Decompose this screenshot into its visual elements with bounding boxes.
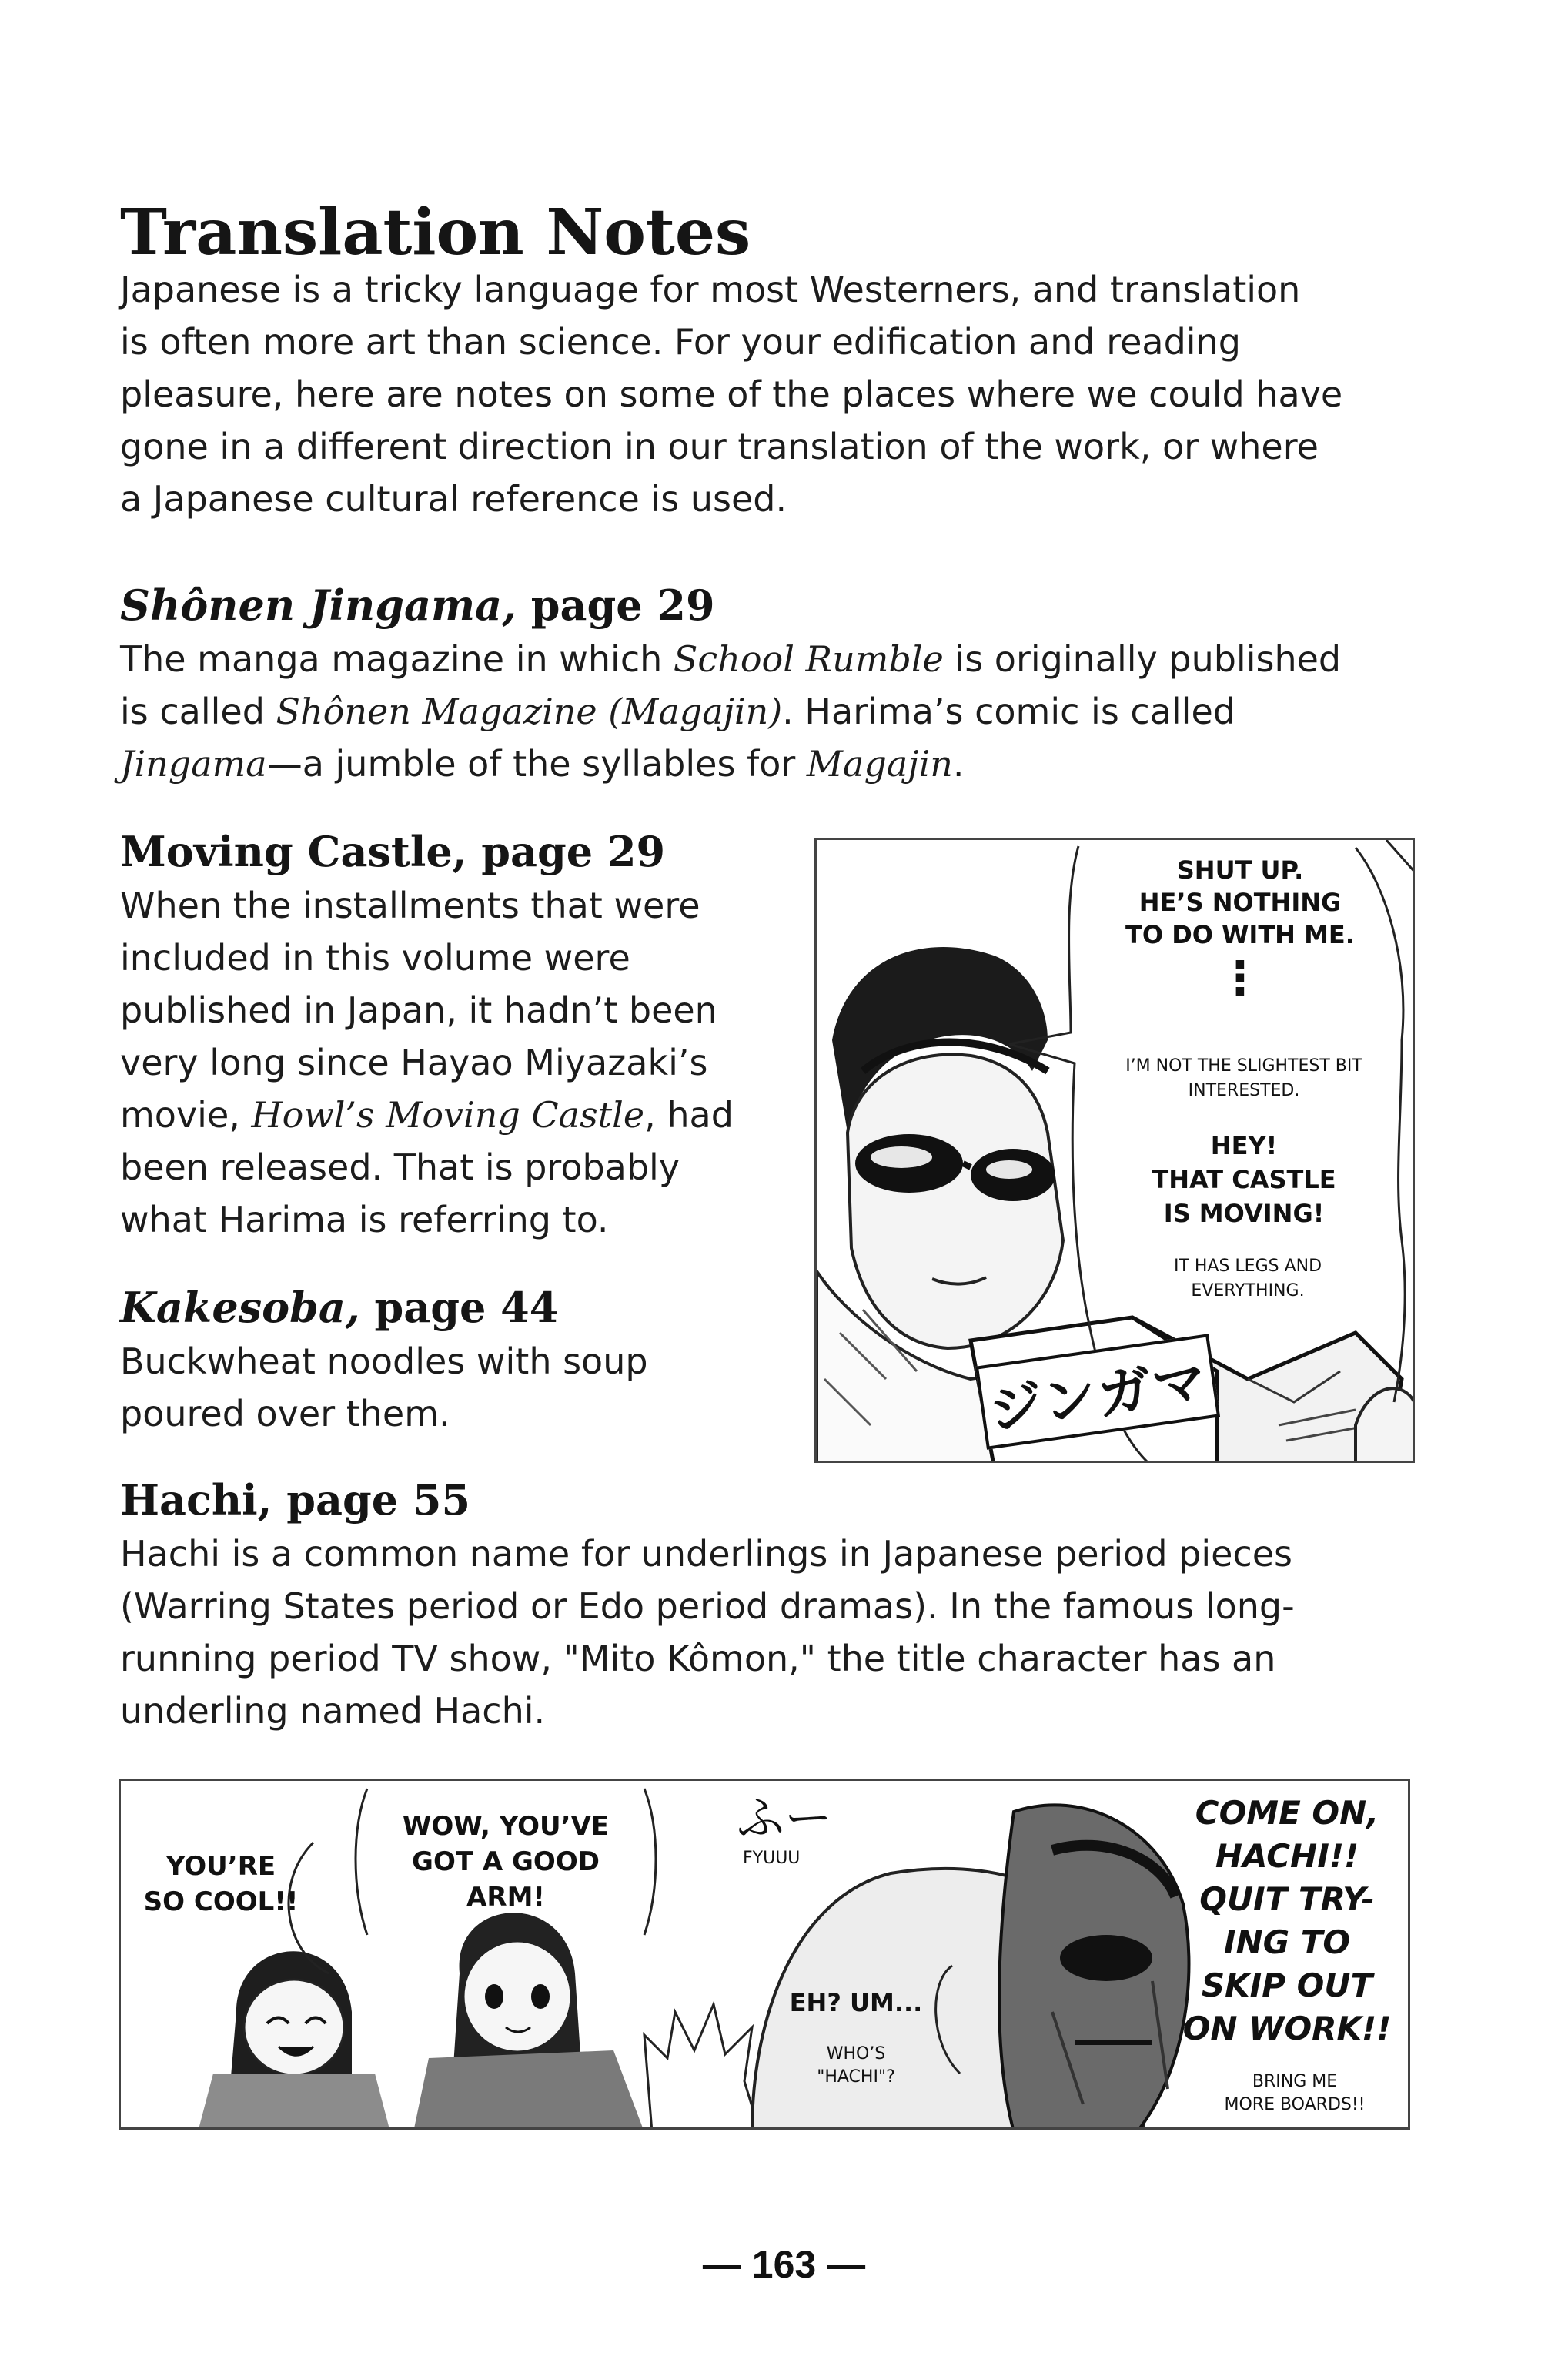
note-line: movie, Howl’s Moving Castle, had: [120, 1094, 734, 1136]
note-line: When the installments that were: [120, 885, 700, 926]
speech-bubble-good-arm: WOW, YOU’VE GOT A GOOD ARM!: [402, 1811, 610, 1913]
speech-bubble-castle-moving: HEY! THAT CASTLE IS MOVING!: [1152, 1131, 1336, 1228]
note-line: Buckwheat noodles with soup: [120, 1341, 648, 1382]
note-heading-kakesoba: [120, 1281, 558, 1334]
sound-effect-fyuuu: ふー: [737, 1790, 833, 1846]
intro-line: gone in a different direction in our translation of the work, or where: [120, 426, 1319, 467]
note-heading-hachi: Hachi, page 55: [120, 1475, 471, 1525]
note-line: Jingama—a jumble of the syllables for Magajin.: [120, 743, 965, 785]
note-line: underling named Hachi.: [120, 1690, 546, 1732]
whisper-more-boards: BRING ME MORE BOARDS!!: [1224, 2072, 1366, 2114]
note-line: is called Shônen Magazine (Magajin). Harima’s comic is called: [120, 691, 1235, 732]
note-line: The manga magazine in which School Rumble is originally published: [120, 638, 1342, 680]
whisper-legs: IT HAS LEGS AND EVERYTHING.: [1173, 1257, 1322, 1300]
intro-line: is often more art than science. For your edification and reading: [120, 321, 1241, 363]
note-body-castle: [120, 879, 797, 1246]
page-number: — 163 —: [702, 2243, 866, 2286]
note-line: running period TV show, "Mito Kômon," the title character has an: [120, 1638, 1276, 1679]
note-body-kakesoba: [120, 1335, 797, 1440]
note-line: included in this volume were: [120, 937, 630, 979]
note-heading-rest: page 44: [359, 1283, 559, 1332]
note-line: (Warring States period or Edo period dramas). In the famous long-: [120, 1585, 1295, 1627]
note-heading-italic: Shônen Jingama,: [120, 581, 517, 630]
note-heading-italic: Kakesoba,: [120, 1283, 360, 1332]
speech-bubble-so-cool: YOU’RE SO COOL!!: [143, 1851, 299, 1917]
speech-bubble-shut-up: SHUT UP. HE’S NOTHING TO DO WITH ME.: [1125, 855, 1355, 949]
intro-line: pleasure, here are notes on some of the places where we could have: [120, 373, 1343, 415]
manga-panel-castle: [814, 838, 1415, 1463]
intro-paragraph: [120, 263, 1475, 525]
speech-bubble-eh-um: EH? UM...: [789, 1988, 923, 2017]
intro-line: Japanese is a tricky language for most Westerners, and translation: [120, 269, 1301, 310]
note-line: what Harima is referring to.: [120, 1199, 609, 1240]
note-line: Hachi is a common name for underlings in Japanese period pieces: [120, 1533, 1292, 1575]
note-line: very long since Hayao Miyazaki’s: [120, 1042, 708, 1083]
note-body-jingama: [120, 633, 1475, 790]
note-line: been released. That is probably: [120, 1146, 680, 1188]
ellipsis-dots: ⋮: [1217, 952, 1263, 1006]
note-body-hachi: [120, 1528, 1475, 1737]
whisper-whos-hachi: WHO’S "HACHI"?: [817, 2044, 895, 2087]
note-line: published in Japan, it hadn’t been: [120, 989, 717, 1031]
note-heading-castle: Moving Castle, page 29: [120, 827, 666, 876]
magazine-title: ジンガマ: [975, 1334, 1220, 1450]
note-heading-jingama: [120, 579, 715, 631]
whisper-not-interested: I’M NOT THE SLIGHTEST BIT INTERESTED.: [1125, 1056, 1362, 1100]
sound-effect-translation: FYUUU: [743, 1849, 801, 1868]
note-line: poured over them.: [120, 1393, 450, 1434]
intro-line: a Japanese cultural reference is used.: [120, 478, 787, 520]
manga-panel-hachi: [119, 1779, 1410, 2130]
shout-come-on-hachi: COME ON, HACHI!! QUIT TRY- ING TO SKIP OUT ON WORK!!: [1182, 1794, 1392, 2047]
note-heading-rest: page 29: [516, 581, 715, 630]
page-title: Translation Notes: [120, 196, 751, 269]
